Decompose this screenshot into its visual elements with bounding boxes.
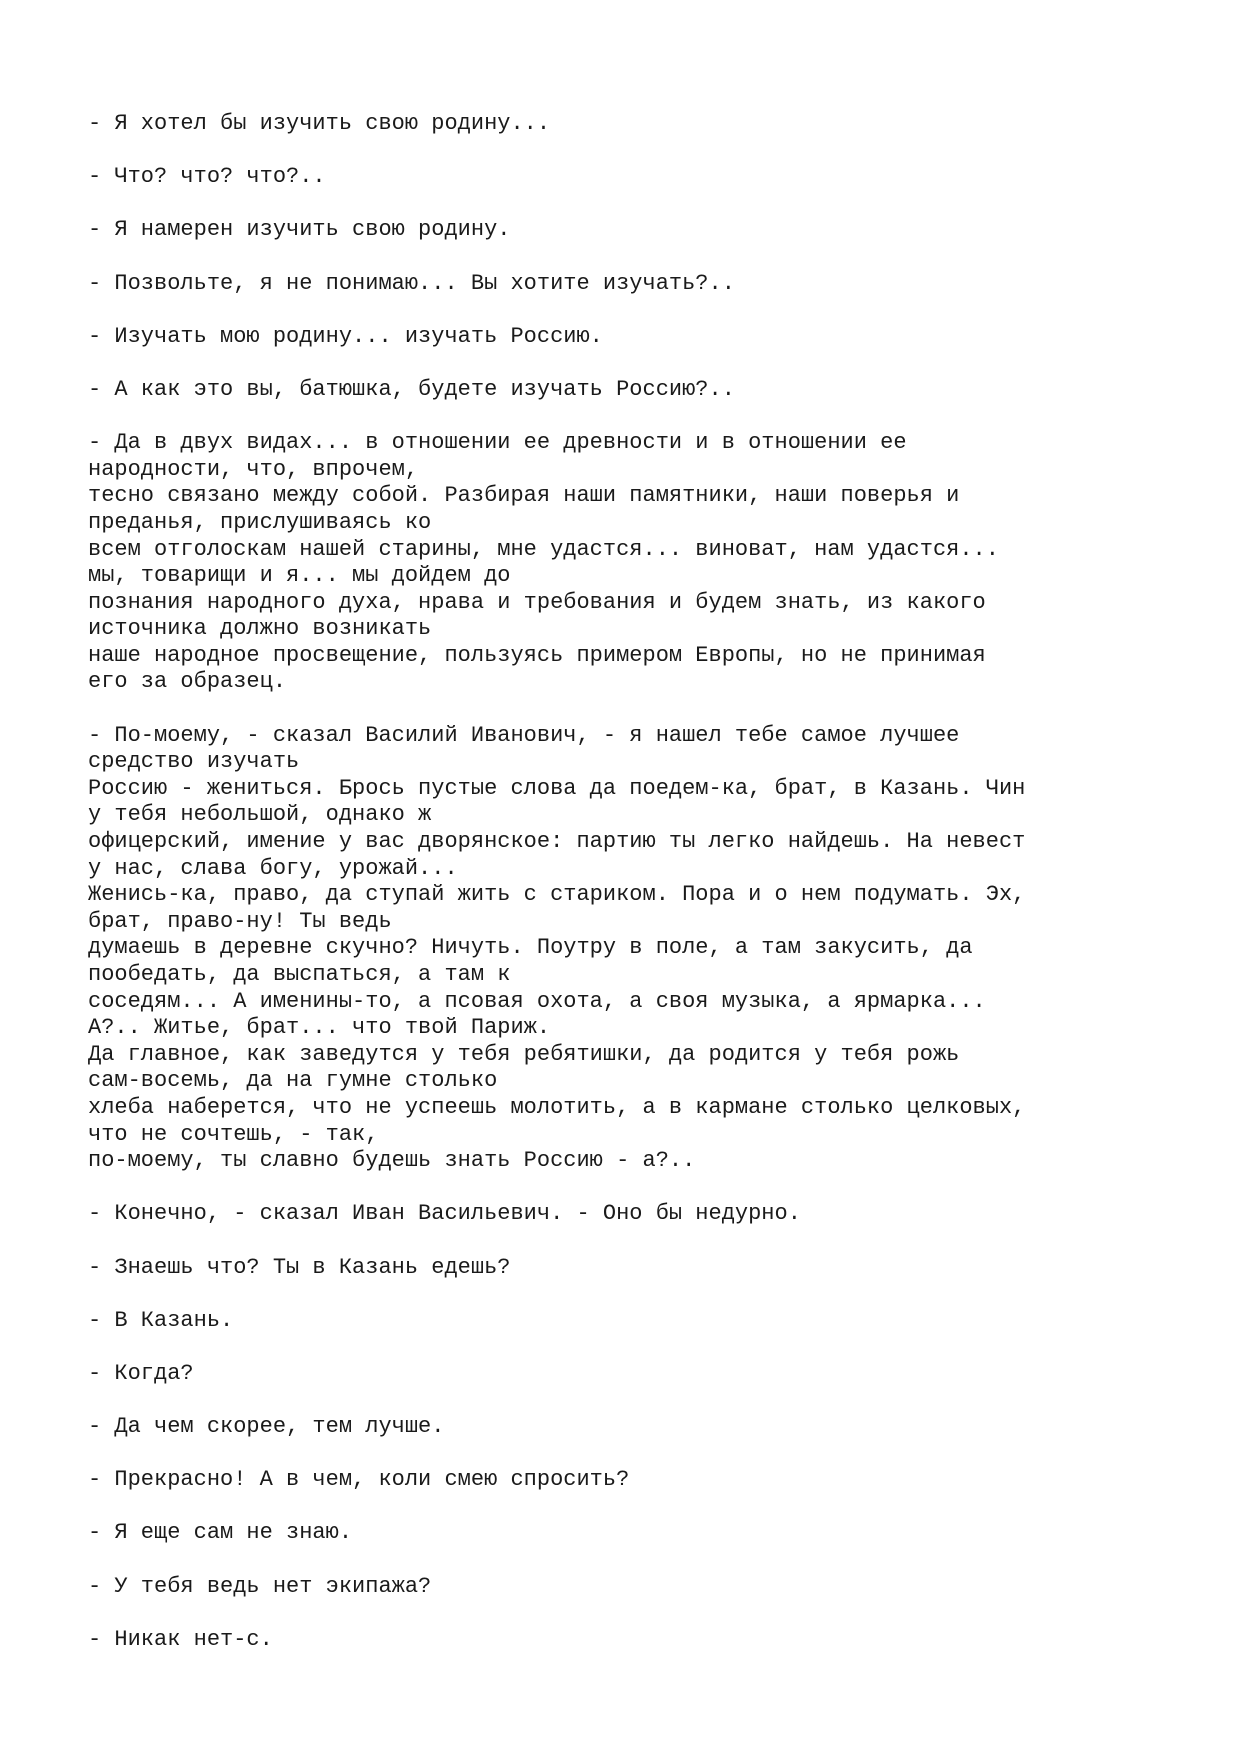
dialogue-paragraph [88, 1201, 1228, 1228]
text-line: наше народное просвещение, пользуясь примером Европы, но не принимая [88, 642, 986, 668]
text-line: - Знаешь что? Ты в Казань едешь? [88, 1254, 511, 1280]
text-line: - Никак нет-с. [88, 1626, 273, 1652]
text-line: - По-моему, - сказал Василий Иванович, - я нашел тебе самое лучшее [88, 722, 960, 748]
dialogue-paragraph [88, 1574, 1228, 1601]
text-line: - Изучать мою родину... изучать Россию. [88, 323, 603, 349]
text-line: народности, что, впрочем, [88, 456, 419, 482]
dialogue-paragraph [88, 430, 1228, 696]
text-line: познания народного духа, нрава и требования и будем знать, из какого [88, 589, 986, 615]
text-line: мы, товарищи и я... мы дойдем до [88, 563, 511, 589]
text-line: Россию - жениться. Брось пустые слова да поедем-ка, брат, в Казань. Чин [88, 775, 1026, 801]
text-line: Да главное, как заведутся у тебя ребятишки, да родится у тебя рожь [88, 1041, 960, 1067]
text-line: у тебя небольшой, однако ж [88, 802, 432, 828]
text-line: - В Казань. [88, 1307, 234, 1333]
text-line: что не сочтешь, - так, [88, 1121, 379, 1147]
dialogue-paragraph [88, 217, 1228, 244]
dialogue-paragraph [88, 723, 1228, 1175]
text-line: у нас, слава богу, урожай... [88, 855, 458, 881]
text-line: офицерский, имение у вас дворянское: партию ты легко найдешь. На невест [88, 829, 1026, 855]
text-line: - У тебя ведь нет экипажа? [88, 1573, 432, 1599]
text-line: А?.. Житье, брат... что твой Париж. [88, 1015, 551, 1041]
text-line: - Конечно, - сказал Иван Васильевич. - Оно бы недурно. [88, 1201, 801, 1227]
dialogue-paragraph [88, 377, 1228, 404]
text-line: - Да чем скорее, тем лучше. [88, 1414, 445, 1440]
text-line: - Прекрасно! А в чем, коли смею спросить? [88, 1467, 630, 1493]
dialogue-paragraph [88, 271, 1228, 298]
text-line: всем отголоскам нашей старины, мне удастся... виноват, нам удастся... [88, 536, 999, 562]
text-line: сам-восемь, да на гумне столько [88, 1068, 498, 1094]
dialogue-paragraph [88, 1361, 1228, 1388]
dialogue-paragraph [88, 1255, 1228, 1282]
text-line: - Я хотел бы изучить свою родину... [88, 111, 551, 136]
text-line: пообедать, да выспаться, а там к [88, 962, 511, 987]
text-line: - Позвольте, я не понимаю... Вы хотите изучать?.. [88, 270, 735, 296]
dialogue-paragraph [88, 1520, 1228, 1547]
dialogue-paragraph [88, 164, 1228, 191]
dialogue-paragraph [88, 1414, 1228, 1441]
text-line: - Я еще сам не знаю. [88, 1520, 353, 1546]
dialogue-paragraph [88, 324, 1228, 351]
text-line: брат, право-ну! Ты ведь [88, 908, 392, 934]
text-line: думаешь в деревне скучно? Ничуть. Поутру в поле, а там закусить, да [88, 935, 973, 961]
document-text [88, 111, 1228, 1680]
text-line: по-моему, ты славно будешь знать Россию - а?.. [88, 1148, 696, 1174]
dialogue-paragraph [88, 1467, 1228, 1494]
dialogue-paragraph [88, 1308, 1228, 1335]
text-line: - А как это вы, батюшка, будете изучать Россию?.. [88, 376, 735, 402]
text-line: - Что? что? что?.. [88, 164, 326, 190]
text-line: средство изучать [88, 749, 300, 775]
text-line: - Я намерен изучить свою родину. [88, 217, 511, 243]
text-line: хлеба наберется, что не успеешь молотить, а в кармане столько целковых, [88, 1094, 1026, 1120]
text-line: Женись-ка, право, да ступай жить с стариком. Пора и о нем подумать. Эх, [88, 882, 1026, 908]
text-line: тесно связано между собой. Разбирая наши памятники, наши поверья и [88, 483, 960, 509]
text-line: преданья, прислушиваясь ко [88, 509, 432, 535]
text-line: - Когда? [88, 1360, 194, 1386]
dialogue-paragraph [88, 111, 1228, 138]
text-line: источника должно возникать [88, 616, 432, 642]
text-line: соседям... А именины-то, а псовая охота, а своя музыка, а ярмарка... [88, 988, 986, 1014]
text-line: - Да в двух видах... в отношении ее древности и в отношении ее [88, 430, 907, 456]
dialogue-paragraph [88, 1627, 1228, 1654]
text-line: его за образец. [88, 669, 287, 695]
